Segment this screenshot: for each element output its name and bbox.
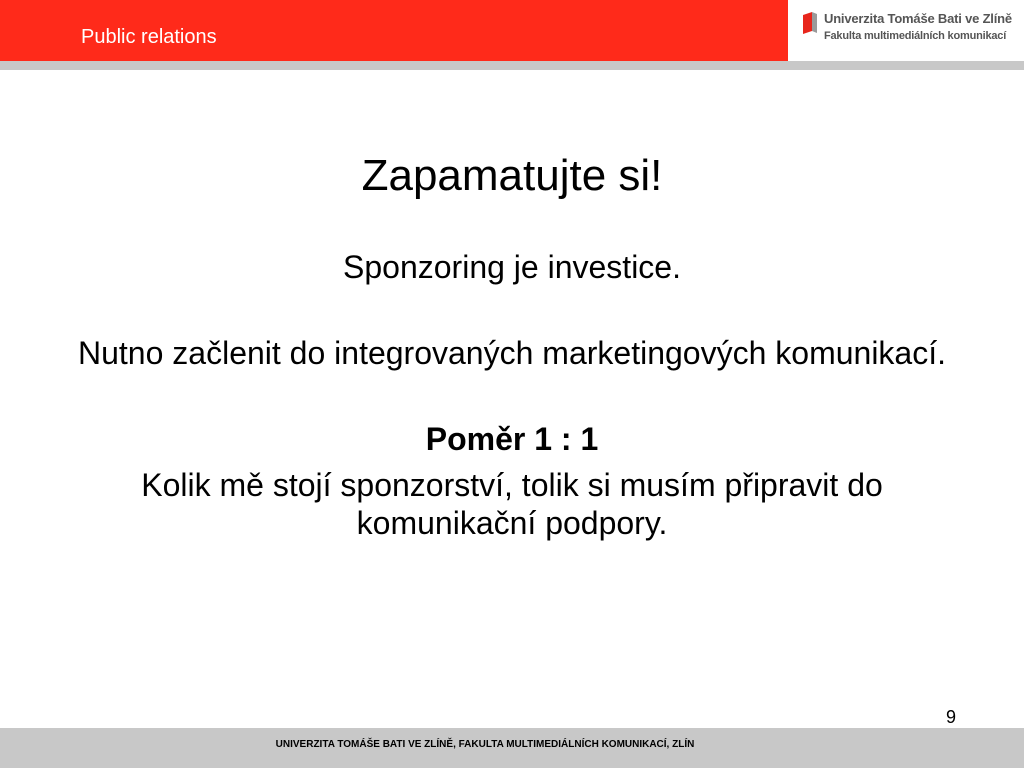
logo-university-name: Univerzita Tomáše Bati ve Zlíně (824, 11, 1012, 26)
slide-paragraph-ratio: Poměr 1 : 1 (425, 421, 599, 457)
slide-paragraph-support: Kolik mě stojí sponzorství, tolik si musím připravit do komunikační podpory. (141, 467, 883, 541)
header-title: Public relations (81, 26, 217, 48)
logo-faculty-name: Fakulta multimediálních komunikací (824, 30, 1007, 42)
slide-title: Zapamatujte si! (361, 151, 663, 200)
footer-text: UNIVERZITA TOMÁŠE BATI VE ZLÍNĚ, FAKULTA MULTIMEDIÁLNÍCH KOMUNIKACÍ, ZLÍN (275, 739, 695, 750)
slide-content (40, 140, 984, 542)
slide-paragraph-investment: Sponzoring je investice. (343, 249, 681, 285)
header-divider (0, 61, 1024, 70)
university-logo-icon (803, 12, 817, 34)
page-number: 9 (946, 707, 957, 727)
slide-paragraph-integration: Nutno začlenit do integrovaných marketingových komunikací. (78, 335, 946, 371)
